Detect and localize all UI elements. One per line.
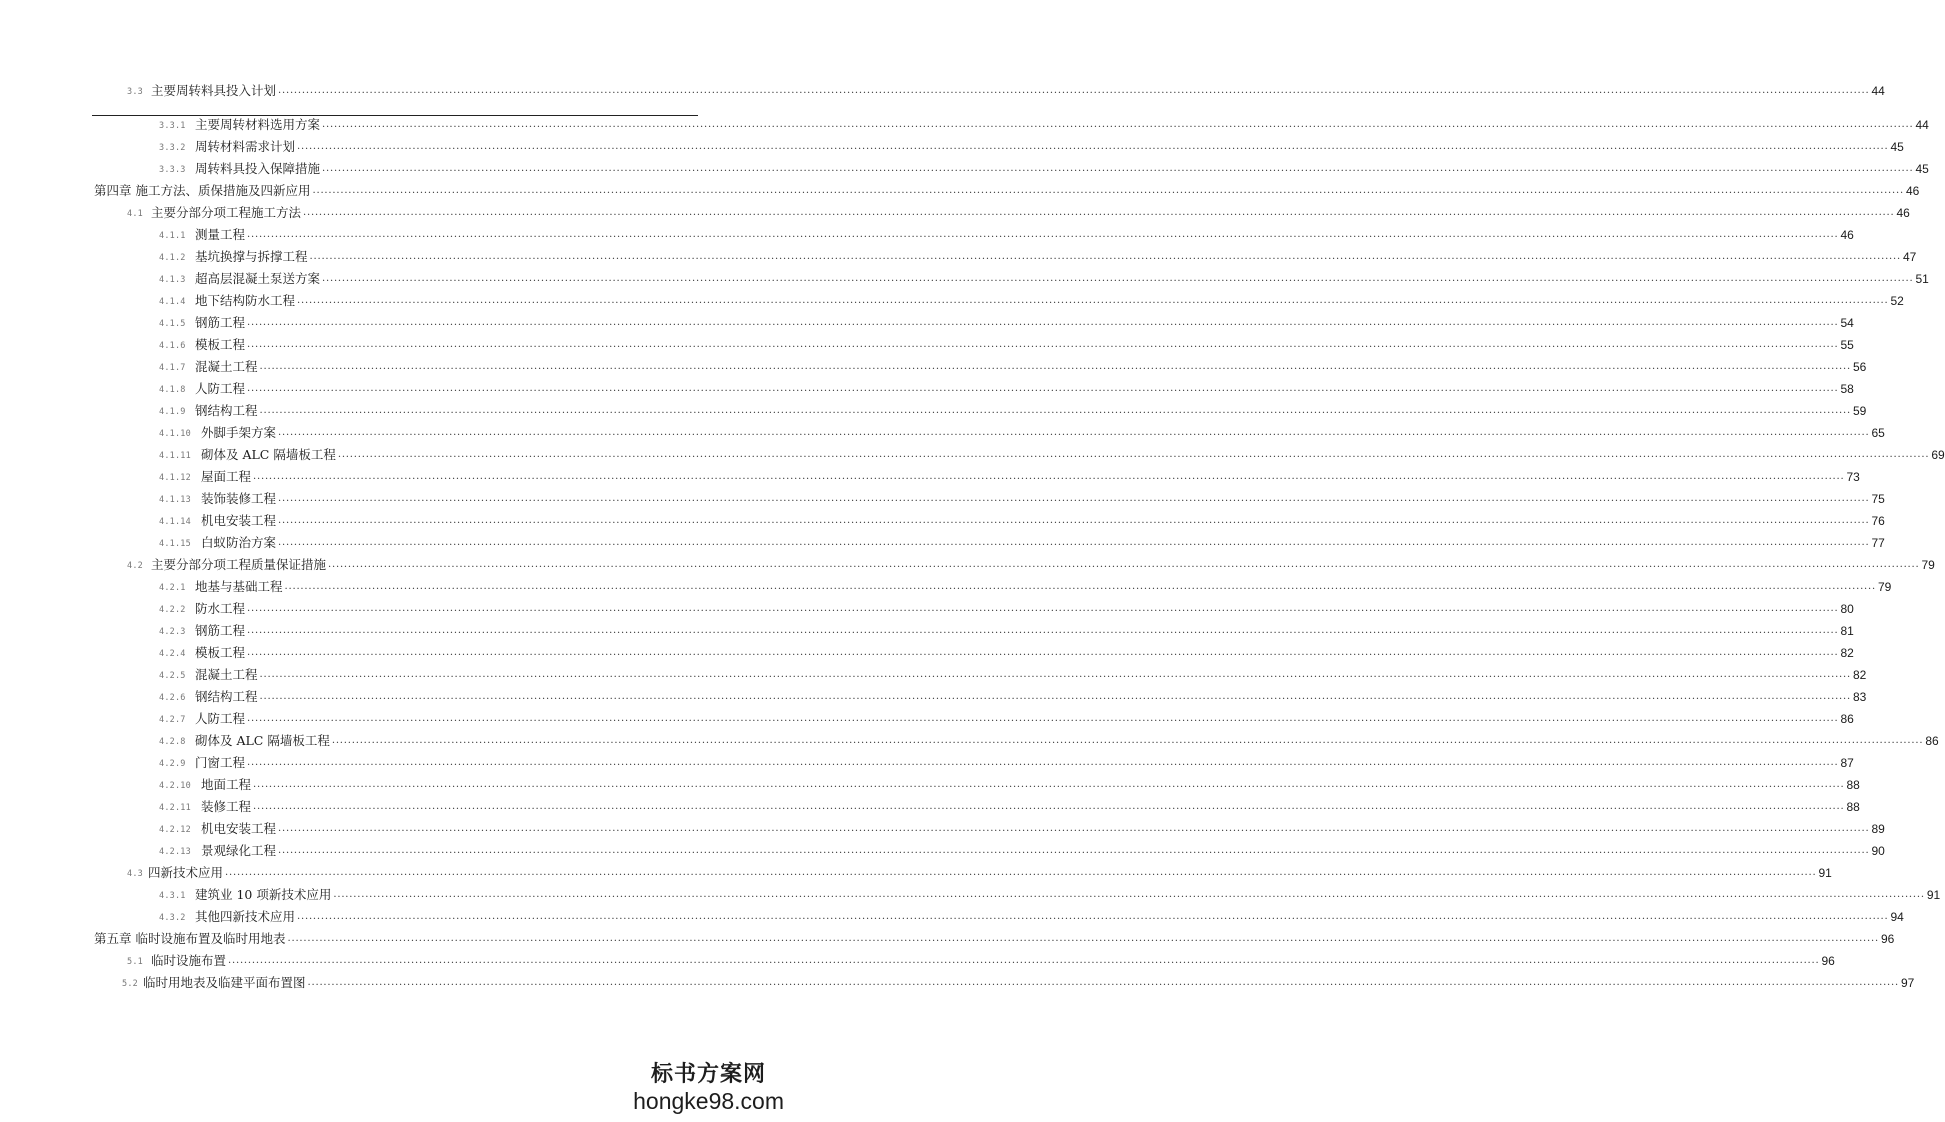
toc-title: 装饰装修工程	[201, 491, 277, 506]
toc-number: 4.2.10	[159, 781, 191, 791]
toc-page-number: 45	[1915, 162, 1929, 176]
toc-entry[interactable]	[159, 597, 1854, 617]
toc-title: 景观绿化工程	[201, 843, 277, 858]
toc-entry[interactable]	[159, 883, 1941, 903]
toc-title: 主要周转料具投入计划	[151, 83, 277, 98]
toc-title: 防水工程	[195, 601, 246, 616]
toc-leader-dots: ................................................................................................................................................................................................................................................................................................................................................................................................................	[247, 757, 1839, 768]
toc-page-number: 46	[1840, 228, 1854, 242]
toc-number: 4.2.2	[159, 605, 186, 615]
toc-title: 屋面工程	[201, 469, 252, 484]
toc-entry[interactable]	[159, 905, 1904, 925]
toc-leader-dots: ................................................................................................................................................................................................................................................................................................................................................................................................................	[337, 449, 1930, 460]
toc-entry[interactable]	[94, 927, 1895, 947]
toc-leader-dots: ................................................................................................................................................................................................................................................................................................................................................................................................................	[287, 933, 1879, 944]
toc-leader-dots: ................................................................................................................................................................................................................................................................................................................................................................................................................	[303, 207, 1895, 218]
toc-title: 地面工程	[201, 777, 252, 792]
toc-entry[interactable]	[159, 355, 1867, 375]
toc-entry[interactable]	[127, 79, 1885, 99]
toc-entry[interactable]	[159, 773, 1860, 793]
toc-entry[interactable]	[159, 663, 1867, 683]
toc-title: 白蚁防治方案	[201, 535, 277, 550]
toc-title: 建筑业 10 项新技术应用	[195, 887, 332, 902]
toc-title: 临时设施布置	[151, 953, 227, 968]
toc-page-number: 76	[1871, 514, 1885, 528]
toc-number: 4.3	[127, 869, 143, 879]
toc-page-number: 91	[1818, 866, 1832, 880]
toc-number: 4.1	[127, 209, 143, 219]
toc-page-number: 97	[1901, 976, 1915, 990]
watermark-cn: 标书方案网	[651, 1062, 767, 1087]
toc-page-number: 96	[1880, 932, 1895, 946]
toc-page-number: 88	[1846, 800, 1860, 814]
toc-page-number: 77	[1871, 536, 1885, 550]
toc-leader-dots: ................................................................................................................................................................................................................................................................................................................................................................................................................	[228, 955, 1820, 966]
toc-entry[interactable]	[159, 509, 1885, 529]
toc-entry[interactable]	[159, 487, 1885, 507]
toc-number: 4.3.1	[159, 891, 186, 901]
toc-number: 3.3.2	[159, 143, 186, 153]
toc-title: 其他四新技术应用	[195, 909, 296, 924]
toc-page-number: 79	[1878, 580, 1892, 594]
toc-page-number: 81	[1840, 624, 1854, 638]
toc-title: 模板工程	[195, 337, 246, 352]
toc-number: 4.1.1	[159, 231, 186, 241]
toc-title: 主要周转材料选用方案	[195, 117, 321, 132]
toc-leader-dots: ................................................................................................................................................................................................................................................................................................................................................................................................................	[253, 779, 1845, 790]
toc-entry[interactable]	[127, 201, 1910, 221]
toc-leader-dots: ................................................................................................................................................................................................................................................................................................................................................................................................................	[278, 845, 1870, 856]
toc-number: 4.2.4	[159, 649, 186, 659]
toc-leader-dots: ................................................................................................................................................................................................................................................................................................................................................................................................................	[297, 141, 1889, 152]
toc-title: 测量工程	[195, 227, 246, 242]
toc-entry[interactable]	[159, 377, 1854, 397]
toc-leader-dots: ................................................................................................................................................................................................................................................................................................................................................................................................................	[259, 361, 1851, 372]
toc-leader-dots: ................................................................................................................................................................................................................................................................................................................................................................................................................	[259, 691, 1851, 702]
toc-number: 5.1	[127, 957, 143, 967]
toc-number: 4.1.3	[159, 275, 186, 285]
toc-number: 4.1.8	[159, 385, 186, 395]
toc-title: 装修工程	[201, 799, 252, 814]
toc-page-number: 46	[1905, 184, 1920, 198]
toc-entry[interactable]	[159, 817, 1885, 837]
toc-leader-dots: ................................................................................................................................................................................................................................................................................................................................................................................................................	[259, 669, 1851, 680]
toc-number: 4.1.5	[159, 319, 186, 329]
toc-leader-dots: ................................................................................................................................................................................................................................................................................................................................................................................................................	[225, 867, 1817, 878]
toc-page-number: 88	[1846, 778, 1860, 792]
toc-page-number: 54	[1840, 316, 1854, 330]
toc-page-number: 80	[1840, 602, 1854, 616]
toc-entry[interactable]	[159, 641, 1854, 661]
toc-number: 4.1.6	[159, 341, 186, 351]
toc-number: 4.2.12	[159, 825, 191, 835]
toc-page-number: 90	[1871, 844, 1885, 858]
toc-page-number: 82	[1840, 646, 1854, 660]
toc-page-number: 56	[1853, 360, 1867, 374]
toc-number: 4.2.6	[159, 693, 186, 703]
toc-leader-dots: ................................................................................................................................................................................................................................................................................................................................................................................................................	[297, 295, 1889, 306]
toc-entry[interactable]	[159, 267, 1929, 287]
toc-title: 临时用地表及临建平面布置图	[143, 975, 306, 990]
toc-entry[interactable]	[159, 443, 1945, 463]
toc-chapter-title: 第四章 施工方法、质保措施及四新应用	[94, 183, 311, 198]
toc-title: 门窗工程	[195, 755, 246, 770]
toc-number: 4.2.7	[159, 715, 186, 725]
toc-title: 基坑换撑与拆撑工程	[195, 249, 308, 264]
toc-entry[interactable]	[159, 399, 1867, 419]
toc-leader-dots: ................................................................................................................................................................................................................................................................................................................................................................................................................	[247, 229, 1839, 240]
toc-entry[interactable]	[127, 553, 1935, 573]
toc-page-number: 44	[1871, 84, 1885, 98]
toc-page-number: 82	[1853, 668, 1867, 682]
toc-entry[interactable]	[127, 949, 1835, 969]
toc-chapter-title: 第五章 临时设施布置及临时用地表	[94, 931, 286, 946]
toc-page-number: 51	[1915, 272, 1929, 286]
toc-number: 4.2.8	[159, 737, 186, 747]
toc-page-number: 69	[1931, 448, 1945, 462]
toc-title: 四新技术应用	[148, 865, 224, 880]
toc-leader-dots: ................................................................................................................................................................................................................................................................................................................................................................................................................	[278, 537, 1870, 548]
toc-leader-dots: ................................................................................................................................................................................................................................................................................................................................................................................................................	[297, 911, 1889, 922]
toc-title: 混凝土工程	[195, 359, 258, 374]
toc-number: 4.1.13	[159, 495, 191, 505]
toc-entry[interactable]	[127, 861, 1832, 881]
toc-page-number: 89	[1871, 822, 1885, 836]
toc-leader-dots: ................................................................................................................................................................................................................................................................................................................................................................................................................	[278, 85, 1870, 96]
toc-title: 主要分部分项工程施工方法	[151, 205, 302, 220]
toc-page-number: 58	[1840, 382, 1854, 396]
toc-leader-dots: ................................................................................................................................................................................................................................................................................................................................................................................................................	[307, 977, 1899, 988]
toc-number: 4.2.1	[159, 583, 186, 593]
toc-title: 周转料具投入保障措施	[195, 161, 321, 176]
toc-entry[interactable]	[159, 751, 1854, 771]
toc-title: 砌体及 ALC 隔墙板工程	[195, 733, 330, 748]
toc-page-number: 44	[1915, 118, 1929, 132]
toc-number: 4.2	[127, 561, 143, 571]
toc-entry[interactable]	[159, 245, 1917, 265]
toc-entry[interactable]	[159, 289, 1904, 309]
toc-leader-dots: ................................................................................................................................................................................................................................................................................................................................................................................................................	[322, 163, 1914, 174]
toc-title: 钢结构工程	[195, 689, 258, 704]
toc-entry[interactable]	[159, 707, 1854, 727]
toc-leader-dots: ................................................................................................................................................................................................................................................................................................................................................................................................................	[278, 493, 1870, 504]
toc-number: 4.1.11	[159, 451, 191, 461]
toc-page-number: 91	[1926, 888, 1941, 902]
toc-number: 4.1.4	[159, 297, 186, 307]
toc-entry[interactable]	[159, 113, 1929, 133]
toc-leader-dots: ................................................................................................................................................................................................................................................................................................................................................................................................................	[328, 559, 1920, 570]
toc-page-number: 46	[1896, 206, 1910, 220]
toc-title: 外脚手架方案	[201, 425, 277, 440]
toc-title: 机电安装工程	[201, 821, 277, 836]
toc-title: 混凝土工程	[195, 667, 258, 682]
toc-title: 地下结构防水工程	[195, 293, 296, 308]
toc-number: 4.1.12	[159, 473, 191, 483]
toc-page-number: 75	[1871, 492, 1885, 506]
toc-leader-dots: ................................................................................................................................................................................................................................................................................................................................................................................................................	[278, 427, 1870, 438]
toc-title: 主要分部分项工程质量保证措施	[151, 557, 327, 572]
toc-leader-dots: ................................................................................................................................................................................................................................................................................................................................................................................................................	[253, 801, 1845, 812]
toc-entry[interactable]	[159, 311, 1854, 331]
toc-title: 周转材料需求计划	[195, 139, 296, 154]
toc-entry[interactable]	[159, 575, 1892, 595]
toc-title: 砌体及 ALC 隔墙板工程	[201, 447, 336, 462]
toc-page-number: 59	[1853, 404, 1867, 418]
toc-page-number: 83	[1853, 690, 1867, 704]
toc-leader-dots: ................................................................................................................................................................................................................................................................................................................................................................................................................	[331, 735, 1924, 746]
toc-number: 4.1.15	[159, 539, 191, 549]
toc-leader-dots: ................................................................................................................................................................................................................................................................................................................................................................................................................	[259, 405, 1851, 416]
toc-entry[interactable]	[159, 465, 1860, 485]
toc-entry[interactable]	[159, 531, 1885, 551]
toc-entry[interactable]	[159, 333, 1854, 353]
toc-page-number: 79	[1921, 558, 1935, 572]
toc-title: 钢结构工程	[195, 403, 258, 418]
toc-page-number: 87	[1840, 756, 1854, 770]
toc-leader-dots: ................................................................................................................................................................................................................................................................................................................................................................................................................	[333, 889, 1925, 900]
toc-entry[interactable]	[122, 971, 1915, 991]
watermark-en: hongke98.com	[633, 1088, 784, 1114]
toc-leader-dots: ................................................................................................................................................................................................................................................................................................................................................................................................................	[284, 581, 1876, 592]
toc-page-number: 47	[1903, 250, 1917, 264]
toc-page-number: 94	[1890, 910, 1904, 924]
toc-title: 钢筋工程	[195, 315, 246, 330]
toc-page-number: 96	[1821, 954, 1835, 968]
toc-leader-dots: ................................................................................................................................................................................................................................................................................................................................................................................................................	[247, 317, 1839, 328]
toc-number: 4.1.9	[159, 407, 186, 417]
toc-number: 3.3.3	[159, 165, 186, 175]
toc-page-number: 45	[1890, 140, 1904, 154]
toc-page-number: 52	[1890, 294, 1904, 308]
toc-leader-dots: ................................................................................................................................................................................................................................................................................................................................................................................................................	[247, 625, 1839, 636]
toc-page-number: 65	[1871, 426, 1885, 440]
toc-number: 3.3.1	[159, 121, 186, 131]
toc-number: 4.2.13	[159, 847, 191, 857]
toc-leader-dots: ................................................................................................................................................................................................................................................................................................................................................................................................................	[312, 185, 1904, 196]
toc-number: 4.2.9	[159, 759, 186, 769]
toc-leader-dots: ................................................................................................................................................................................................................................................................................................................................................................................................................	[278, 823, 1870, 834]
toc-entry[interactable]	[159, 685, 1867, 705]
toc-entry[interactable]	[159, 619, 1854, 639]
toc-number: 4.1.14	[159, 517, 191, 527]
toc-number: 4.2.11	[159, 803, 191, 813]
toc-entry[interactable]	[159, 729, 1939, 749]
toc-entry[interactable]	[159, 157, 1929, 177]
toc-title: 机电安装工程	[201, 513, 277, 528]
toc-number: 5.2	[122, 979, 138, 989]
toc-page-number: 86	[1840, 712, 1854, 726]
toc-number: 3.3	[127, 87, 143, 97]
toc-title: 地基与基础工程	[195, 579, 283, 594]
toc-page-number: 73	[1846, 470, 1860, 484]
toc-leader-dots: ................................................................................................................................................................................................................................................................................................................................................................................................................	[247, 383, 1839, 394]
toc-title: 人防工程	[195, 381, 246, 396]
toc-title: 钢筋工程	[195, 623, 246, 638]
toc-leader-dots: ................................................................................................................................................................................................................................................................................................................................................................................................................	[247, 603, 1839, 614]
toc-entry[interactable]	[159, 223, 1854, 243]
toc-entry[interactable]	[159, 795, 1860, 815]
toc-leader-dots: ................................................................................................................................................................................................................................................................................................................................................................................................................	[247, 339, 1839, 350]
toc-leader-dots: ................................................................................................................................................................................................................................................................................................................................................................................................................	[278, 515, 1870, 526]
toc-number: 4.3.2	[159, 913, 186, 923]
toc-title: 人防工程	[195, 711, 246, 726]
toc-leader-dots: ................................................................................................................................................................................................................................................................................................................................................................................................................	[309, 251, 1901, 262]
toc-number: 4.1.10	[159, 429, 191, 439]
toc-entry[interactable]	[159, 839, 1885, 859]
toc-leader-dots: ................................................................................................................................................................................................................................................................................................................................................................................................................	[247, 647, 1839, 658]
toc-leader-dots: ................................................................................................................................................................................................................................................................................................................................................................................................................	[322, 119, 1914, 130]
toc-entry[interactable]	[159, 135, 1904, 155]
toc-title: 模板工程	[195, 645, 246, 660]
toc-number: 4.1.2	[159, 253, 186, 263]
toc-number: 4.1.7	[159, 363, 186, 373]
toc-number: 4.2.3	[159, 627, 186, 637]
toc-leader-dots: ................................................................................................................................................................................................................................................................................................................................................................................................................	[253, 471, 1845, 482]
toc-entry[interactable]	[159, 421, 1885, 441]
toc-number: 4.2.5	[159, 671, 186, 681]
toc-leader-dots: ................................................................................................................................................................................................................................................................................................................................................................................................................	[247, 713, 1839, 724]
toc-page-number: 86	[1925, 734, 1939, 748]
toc-page-number: 55	[1840, 338, 1854, 352]
toc-leader-dots: ................................................................................................................................................................................................................................................................................................................................................................................................................	[322, 273, 1914, 284]
toc-entry[interactable]	[94, 179, 1920, 199]
toc-title: 超高层混凝土泵送方案	[195, 271, 321, 286]
watermark-logo	[633, 1062, 784, 1114]
